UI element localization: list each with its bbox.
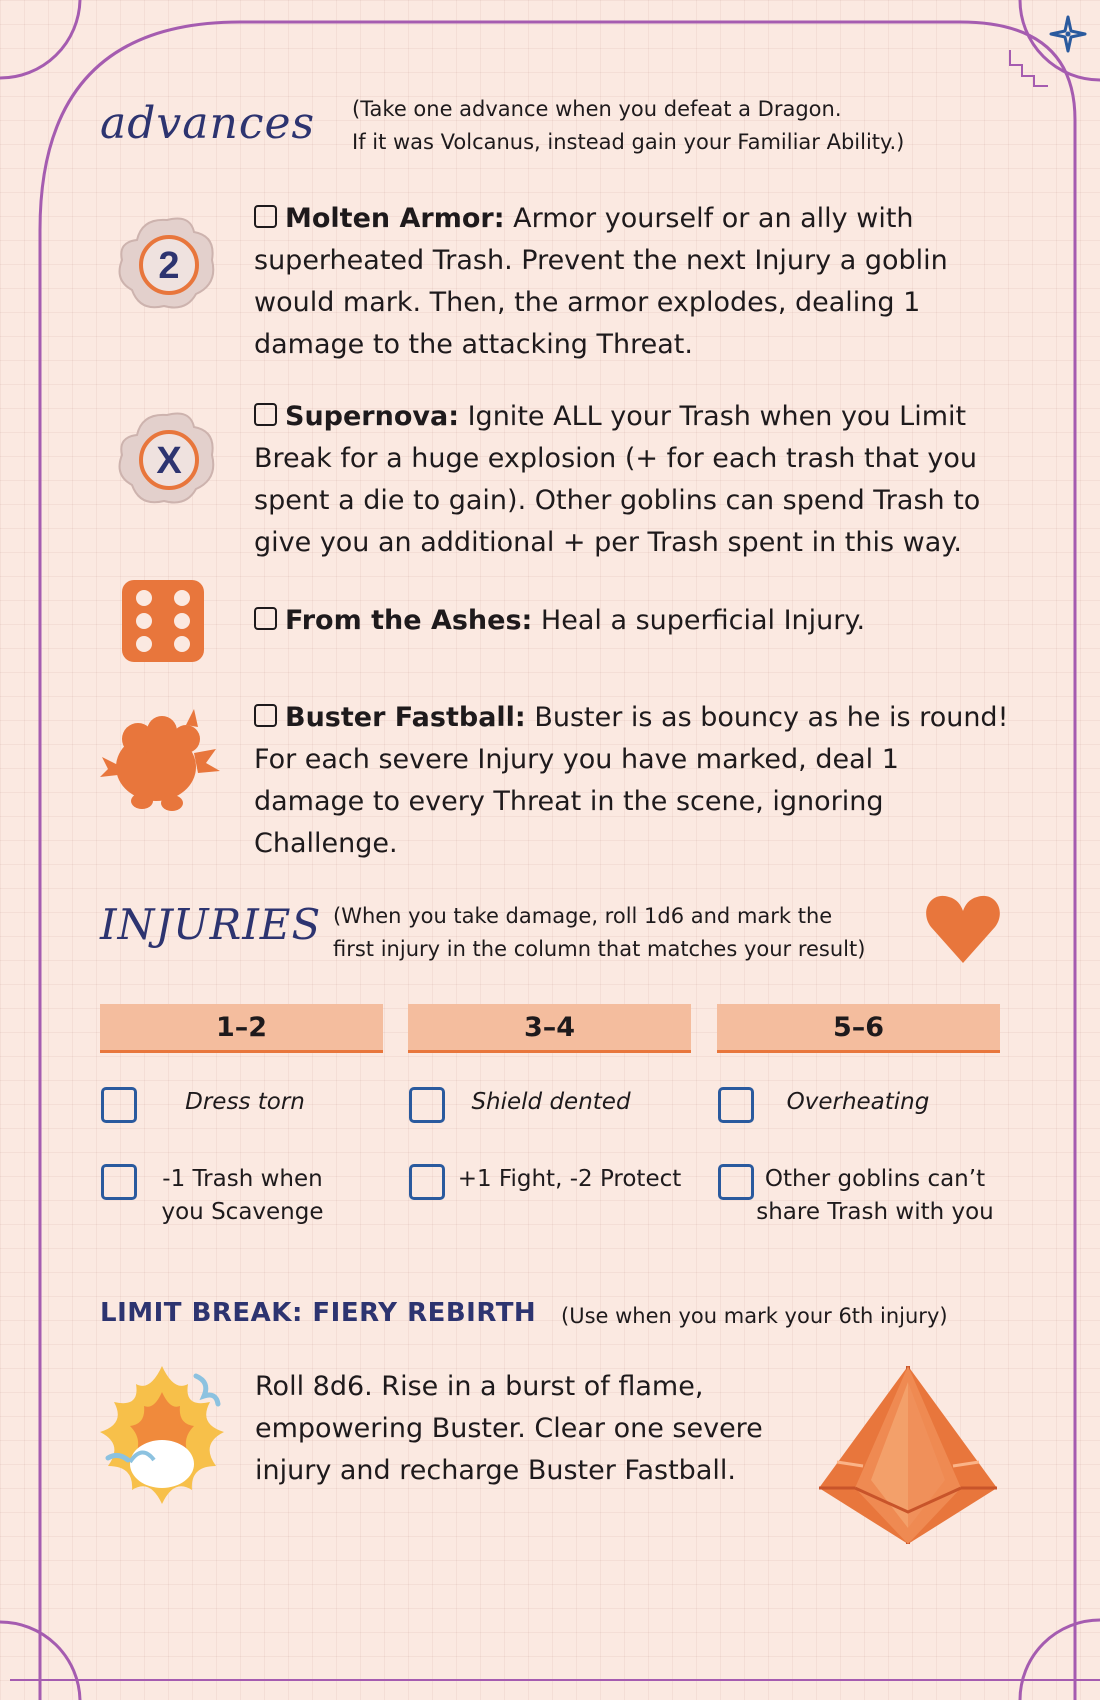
injury-label-line1: -1 Trash when — [162, 1166, 323, 1192]
injury-label — [150, 1163, 335, 1229]
injury-label: Overheating — [786, 1089, 930, 1115]
heart-icon — [925, 893, 1001, 969]
splat-badge-number: 2 — [158, 245, 180, 287]
advance-checkbox[interactable] — [254, 205, 277, 228]
injury-label-line2: you Scavenge — [161, 1199, 324, 1225]
injury-column-header: 3–4 — [408, 1004, 691, 1053]
advance-buster-fastball[interactable] — [254, 697, 1014, 865]
advance-name: Supernova: — [285, 401, 460, 432]
phoenix-flame-icon — [92, 1362, 232, 1514]
advances-note-line1: (Take one advance when you defeat a Dragon. — [352, 97, 842, 121]
buster-silhouette-icon — [98, 705, 226, 819]
advance-name: From the Ashes: — [285, 605, 533, 636]
injuries-note-line2: first injury in the column that matches your result) — [333, 937, 866, 961]
advance-text: Ignite ALL your Trash when you Limit Break for a huge explosion (+ for each trash that you spent a die to gain). Other goblins can spend Trash to give you an additional + per Trash spent in this way. — [254, 401, 981, 558]
injury-column-header: 5–6 — [717, 1004, 1000, 1053]
injuries-note — [333, 900, 893, 966]
splat-badge-letter: X — [156, 440, 182, 482]
injury-checkbox[interactable] — [101, 1164, 137, 1200]
injury-label-line1: +1 Fight, -2 Protect — [457, 1166, 682, 1192]
advance-supernova[interactable] — [254, 396, 1014, 564]
limit-break-body: Roll 8d6. Rise in a burst of flame, empowering Buster. Clear one severe injury and recharge Buster Fastball. — [255, 1371, 763, 1486]
d8-crystal-icon — [815, 1362, 1001, 1552]
splat-badge-icon — [112, 210, 222, 319]
advances-note-line2: If it was Volcanus, instead gain your Familiar Ability.) — [352, 130, 905, 154]
advance-from-the-ashes[interactable] — [254, 600, 1014, 642]
injury-label — [452, 1163, 687, 1196]
injury-checkbox[interactable] — [409, 1164, 445, 1200]
advance-text: Buster is as bouncy as he is round! For each severe Injury you have marked, deal 1 damage to every Threat in the scene, ignoring Challenge. — [254, 702, 1009, 859]
injury-label: Dress torn — [185, 1089, 305, 1115]
injuries-note-line1: (When you take damage, roll 1d6 and mark the — [333, 904, 833, 928]
limit-break-title: LIMIT BREAK: FIERY REBIRTH — [100, 1298, 537, 1328]
advances-title: advances — [100, 98, 316, 149]
advance-text: Armor yourself or an ally with superheated Trash. Prevent the next Injury a goblin would mark. Then, the armor explodes, dealing 1 damage to the attacking Threat. — [254, 203, 948, 360]
advances-note — [352, 93, 1052, 159]
advance-name: Buster Fastball: — [285, 702, 526, 733]
injury-checkbox[interactable] — [101, 1087, 137, 1123]
injury-column-header: 1–2 — [100, 1004, 383, 1053]
limit-break-note: (Use when you mark your 6th injury) — [561, 1304, 948, 1328]
advance-molten-armor[interactable] — [254, 198, 1014, 366]
injury-checkbox[interactable] — [409, 1087, 445, 1123]
injuries-title: INJURIES — [100, 900, 322, 949]
injury-label: Shield dented — [471, 1089, 631, 1115]
advance-checkbox[interactable] — [254, 704, 277, 727]
injury-checkbox[interactable] — [718, 1087, 754, 1123]
injury-label-line1: Other goblins can’t — [764, 1166, 986, 1192]
splat-badge-icon — [112, 405, 222, 514]
injury-checkbox[interactable] — [718, 1164, 754, 1200]
advance-name: Molten Armor: — [285, 203, 505, 234]
injury-label-line2: share Trash with you — [756, 1199, 994, 1225]
die-six-icon — [120, 578, 206, 668]
advance-checkbox[interactable] — [254, 403, 277, 426]
advance-checkbox[interactable] — [254, 607, 277, 630]
sparkle-icon — [1048, 14, 1088, 54]
advance-text: Heal a superficial Injury. — [532, 605, 866, 636]
injury-label — [755, 1163, 995, 1229]
